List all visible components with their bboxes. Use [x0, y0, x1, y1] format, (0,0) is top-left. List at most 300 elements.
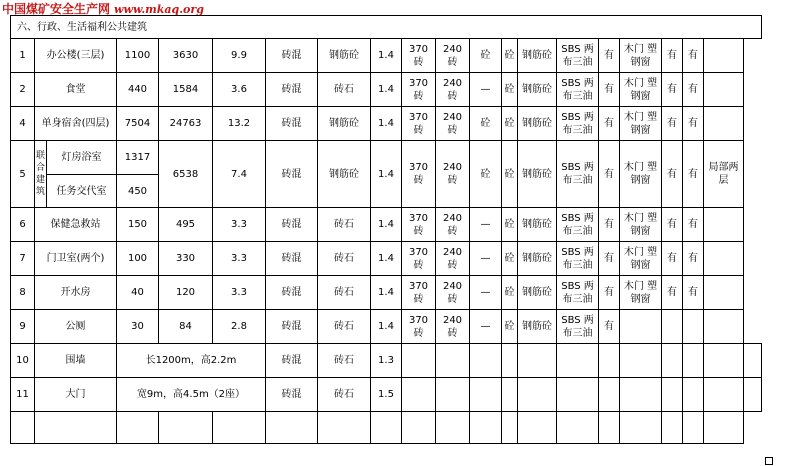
row-number-text: 6: [19, 219, 26, 230]
row-number-text: 9: [19, 321, 26, 332]
empty-cell: [683, 378, 704, 412]
empty-cell: [518, 344, 557, 378]
floor-1-text: —: [480, 84, 491, 95]
floor-1-text: —: [480, 253, 491, 264]
waterproof-text: SBS 两布三油: [561, 280, 594, 305]
row-number-text: 1: [19, 50, 26, 61]
height: [371, 107, 402, 141]
note: [704, 208, 744, 242]
watermark-url: www.mkaq.org: [114, 3, 204, 16]
area-b: [159, 39, 213, 73]
empty-cell: [11, 412, 35, 444]
structure-text: 钢筋砼: [522, 253, 552, 264]
empty-cell: [436, 412, 470, 444]
area-a-text: 150: [127, 219, 148, 230]
area-b: [159, 310, 213, 344]
inner-wall-text: 240 砖: [442, 43, 463, 68]
row-number-text: 10: [16, 355, 29, 366]
item-x-text: 有: [604, 219, 614, 230]
building-name-text: 食堂: [65, 84, 86, 95]
structure: [518, 310, 557, 344]
waterproof: [557, 242, 599, 276]
roof-type-text: 砖石: [334, 287, 354, 298]
value-c-text: 3.3: [231, 219, 247, 230]
empty-cell: [620, 412, 662, 444]
floor-1-text: —: [480, 321, 491, 332]
item-x-text: 有: [604, 287, 614, 298]
inner-wall-text: 240 砖: [442, 314, 463, 339]
inner-wall: [436, 310, 470, 344]
wall-type: [266, 39, 318, 73]
specification: [117, 378, 266, 412]
wall-type: [266, 73, 318, 107]
area-a: [117, 242, 159, 276]
combined-building-label: [35, 141, 47, 208]
empty-cell: [402, 378, 436, 412]
structure-text: 钢筋砼: [522, 84, 552, 95]
empty-cell: [599, 344, 620, 378]
outer-wall: [402, 276, 436, 310]
row-number: [11, 310, 35, 344]
floor-2-text: 砼: [504, 168, 515, 180]
watermark-site: 中国煤矿安全生产网: [2, 2, 111, 16]
area-a: [117, 107, 159, 141]
empty-cell: [402, 412, 436, 444]
table-row: [11, 73, 762, 107]
wall-type: [266, 310, 318, 344]
building-name: [35, 276, 117, 310]
table-row: [11, 310, 762, 344]
height: [371, 242, 402, 276]
outer-wall-text: 370 砖: [408, 43, 429, 68]
waterproof: [557, 107, 599, 141]
roof-type-text: 钢筋砼: [329, 168, 359, 180]
doors-windows: [620, 310, 662, 344]
floor-2: [502, 276, 518, 310]
row-number: [11, 39, 35, 73]
value-c: [213, 107, 266, 141]
empty-cell: [744, 344, 762, 378]
empty-cell: [620, 378, 662, 412]
area-a: [117, 73, 159, 107]
inner-wall-text: 240 砖: [442, 162, 463, 186]
building-name-text: 办公楼(三层): [46, 50, 105, 61]
item-x-text: 有: [604, 84, 614, 95]
sub-building-area-text: 1317: [124, 152, 151, 163]
value-c: [213, 73, 266, 107]
item-x: [599, 242, 620, 276]
area-b: [159, 242, 213, 276]
table-row: [11, 242, 762, 276]
specification: [117, 344, 266, 378]
roof-type: [318, 39, 371, 73]
wall-type-text: 砖混: [281, 287, 302, 298]
value-c-text: 3.3: [231, 253, 247, 264]
doors-windows-text: 木门 塑钢窗: [623, 246, 658, 271]
empty-cell: [620, 344, 662, 378]
doors-windows-text: 木门 塑钢窗: [623, 162, 658, 186]
area-b-text: 330: [175, 253, 196, 264]
waterproof: [557, 276, 599, 310]
empty-cell: [470, 412, 502, 444]
structure-text: 钢筋砼: [522, 118, 552, 129]
item-z: [683, 310, 704, 344]
empty-cell: [704, 344, 744, 378]
item-y: [662, 310, 683, 344]
doors-windows: [620, 242, 662, 276]
doors-windows: [620, 73, 662, 107]
floor-1: [470, 73, 502, 107]
table-resize-handle[interactable]: [765, 457, 773, 465]
item-y: [662, 141, 683, 208]
table-row: [11, 107, 762, 141]
value-c: [213, 310, 266, 344]
roof-type: [318, 378, 371, 412]
value-c: [213, 208, 266, 242]
area-a-text: 40: [131, 287, 144, 298]
empty-cell: [318, 412, 371, 444]
roof-type: [318, 242, 371, 276]
item-y-text: 有: [667, 253, 677, 264]
specification-text: 长1200m，高2.2m: [145, 355, 237, 366]
note: [704, 276, 744, 310]
height: [371, 73, 402, 107]
building-name-text: 保健急救站: [50, 219, 101, 230]
item-x-text: 有: [604, 168, 614, 180]
outer-wall-text: 370 砖: [408, 212, 429, 237]
empty-cell: [662, 412, 683, 444]
floor-2: [502, 39, 518, 73]
item-z: [683, 208, 704, 242]
height-text: 1.4: [378, 50, 394, 61]
outer-wall: [402, 242, 436, 276]
row-number: [11, 242, 35, 276]
roof-type: [318, 73, 371, 107]
roof-type-text: 砖石: [334, 355, 354, 366]
area-a: [117, 39, 159, 73]
empty-cell: [662, 344, 683, 378]
inner-wall-text: 240 砖: [442, 280, 463, 305]
sub-building-area: [117, 141, 159, 175]
row-number: [11, 276, 35, 310]
wall-type-text: 砖混: [281, 50, 302, 61]
value-c-text: 7.4: [231, 168, 247, 180]
table-row: [11, 276, 762, 310]
inner-wall: [436, 242, 470, 276]
empty-cell: [683, 344, 704, 378]
area-b: [159, 276, 213, 310]
item-x: [599, 310, 620, 344]
value-c-text: 2.8: [231, 321, 247, 332]
row-number-text: 7: [19, 253, 26, 264]
waterproof: [557, 39, 599, 73]
building-name: [35, 344, 117, 378]
structure: [518, 107, 557, 141]
buildings-table: [10, 15, 762, 444]
height: [371, 310, 402, 344]
sub-building-area: [117, 175, 159, 208]
empty-cell: [159, 412, 213, 444]
doors-windows: [620, 107, 662, 141]
doors-windows-text: 木门 塑钢窗: [623, 212, 658, 237]
empty-cell: [436, 344, 470, 378]
floor-2-text: 砼: [504, 253, 515, 264]
area-b-text: 84: [179, 321, 192, 332]
empty-cell: [683, 412, 704, 444]
height-text: 1.4: [378, 118, 394, 129]
empty-cell: [502, 344, 518, 378]
section-title-cell: [11, 16, 762, 39]
building-name: [35, 242, 117, 276]
sub-building-name-text: 灯房浴室: [61, 152, 102, 163]
item-z: [683, 242, 704, 276]
floor-2: [502, 107, 518, 141]
outer-wall-text: 370 砖: [408, 246, 429, 271]
height: [371, 141, 402, 208]
floor-1-text: 砼: [480, 50, 491, 61]
inner-wall: [436, 276, 470, 310]
outer-wall-text: 370 砖: [408, 111, 429, 136]
floor-1-text: —: [480, 287, 491, 298]
item-y: [662, 276, 683, 310]
item-z: [683, 141, 704, 208]
building-name: [35, 378, 117, 412]
value-c-text: 3.3: [231, 287, 247, 298]
empty-cell: [518, 378, 557, 412]
area-b: [159, 73, 213, 107]
structure-text: 钢筋砼: [522, 50, 552, 61]
inner-wall: [436, 208, 470, 242]
outer-wall: [402, 141, 436, 208]
floor-2-text: 砼: [504, 321, 515, 332]
outer-wall-text: 370 砖: [408, 77, 429, 102]
height-text: 1.4: [378, 168, 394, 180]
outer-wall: [402, 73, 436, 107]
inner-wall-text: 240 砖: [442, 77, 463, 102]
item-z-text: 有: [688, 168, 698, 180]
outer-wall: [402, 310, 436, 344]
area-b-text: 6538: [172, 168, 199, 180]
roof-type-text: 钢筋砼: [329, 118, 359, 129]
empty-cell: [599, 378, 620, 412]
doors-windows-text: 木门 塑钢窗: [623, 111, 658, 136]
wall-type-text: 砖混: [281, 219, 302, 230]
building-name: [35, 310, 117, 344]
floor-2-text: 砼: [504, 118, 515, 129]
roof-type-text: 砖石: [334, 253, 354, 264]
structure: [518, 276, 557, 310]
empty-cell: [599, 412, 620, 444]
roof-type-text: 砖石: [334, 84, 354, 95]
empty-cell: [518, 412, 557, 444]
floor-1: [470, 242, 502, 276]
note: [704, 310, 744, 344]
item-y-text: 有: [667, 219, 677, 230]
structure: [518, 73, 557, 107]
wall-type: [266, 141, 318, 208]
item-z-text: 有: [688, 219, 698, 230]
height-text: 1.4: [378, 219, 394, 230]
row-number-text: 2: [19, 84, 26, 95]
row-number: [11, 141, 35, 208]
structure-text: 钢筋砼: [522, 321, 552, 332]
roof-type: [318, 310, 371, 344]
value-c-text: 9.9: [231, 50, 247, 61]
item-y-text: 有: [667, 84, 677, 95]
height: [371, 344, 402, 378]
inner-wall: [436, 107, 470, 141]
structure: [518, 242, 557, 276]
empty-cell: [402, 344, 436, 378]
empty-cell: [704, 378, 744, 412]
area-b-text: 24763: [169, 118, 202, 129]
empty-cell: [557, 378, 599, 412]
item-y: [662, 208, 683, 242]
roof-type-text: 砖石: [334, 219, 354, 230]
item-z: [683, 276, 704, 310]
waterproof-text: SBS 两布三油: [561, 43, 594, 68]
empty-cell: [35, 412, 117, 444]
row-number: [11, 73, 35, 107]
item-x: [599, 208, 620, 242]
item-y: [662, 73, 683, 107]
floor-1: [470, 276, 502, 310]
doors-windows: [620, 276, 662, 310]
floor-2: [502, 73, 518, 107]
item-y-text: 有: [667, 50, 677, 61]
area-a: [117, 310, 159, 344]
row-number-text: 8: [19, 287, 26, 298]
wall-type: [266, 344, 318, 378]
empty-cell: [502, 378, 518, 412]
floor-2-text: 砼: [504, 50, 515, 61]
inner-wall-text: 240 砖: [442, 212, 463, 237]
item-x-text: 有: [604, 321, 614, 332]
sub-building-name: [47, 141, 117, 175]
height-text: 1.5: [378, 389, 394, 400]
building-name-text: 围墙: [65, 355, 86, 366]
value-c: [213, 39, 266, 73]
floor-1-text: —: [480, 219, 491, 230]
waterproof: [557, 73, 599, 107]
floor-2: [502, 141, 518, 208]
sub-building-name-text: 任务交代室: [56, 185, 107, 197]
table-row: [11, 378, 762, 412]
item-z-text: 有: [688, 253, 698, 264]
height: [371, 276, 402, 310]
item-x: [599, 39, 620, 73]
empty-cell: [470, 344, 502, 378]
item-x: [599, 73, 620, 107]
item-z: [683, 107, 704, 141]
table-row: [11, 208, 762, 242]
structure-text: 钢筋砼: [522, 219, 552, 230]
floor-2-text: 砼: [504, 84, 515, 95]
roof-type-text: 砖石: [334, 321, 354, 332]
structure: [518, 141, 557, 208]
note: [704, 107, 744, 141]
waterproof-text: SBS 两布三油: [561, 111, 594, 136]
item-y-text: 有: [667, 287, 677, 298]
height-text: 1.4: [378, 287, 394, 298]
empty-cell: [213, 412, 266, 444]
floor-2: [502, 310, 518, 344]
sub-building-name: [47, 175, 117, 208]
structure-text: 钢筋砼: [522, 168, 552, 180]
waterproof-text: SBS 两布三油: [561, 77, 594, 102]
area-a-text: 100: [127, 253, 148, 264]
structure: [518, 39, 557, 73]
wall-type-text: 砖混: [281, 389, 302, 400]
wall-type-text: 砖混: [281, 118, 302, 129]
area-b: [159, 208, 213, 242]
floor-2-text: 砼: [504, 287, 515, 298]
row-number: [11, 344, 35, 378]
item-x-text: 有: [604, 253, 614, 264]
note-text: 局部两层: [708, 162, 739, 186]
height-text: 1.4: [378, 253, 394, 264]
empty-cell: [436, 378, 470, 412]
item-y: [662, 107, 683, 141]
building-name-text: 单身宿舍(四层): [41, 118, 110, 129]
doors-windows: [620, 141, 662, 208]
roof-type: [318, 107, 371, 141]
empty-cell: [117, 412, 159, 444]
value-c: [213, 242, 266, 276]
empty-cell: [557, 344, 599, 378]
wall-type: [266, 107, 318, 141]
floor-2: [502, 208, 518, 242]
item-z: [683, 39, 704, 73]
building-name-text: 大门: [65, 389, 86, 400]
area-a-text: 440: [127, 84, 148, 95]
note: [704, 73, 744, 107]
wall-type-text: 砖混: [281, 253, 302, 264]
roof-type: [318, 344, 371, 378]
inner-wall: [436, 39, 470, 73]
area-b: [159, 141, 213, 208]
empty-cell: [744, 378, 762, 412]
outer-wall: [402, 107, 436, 141]
waterproof-text: SBS 两布三油: [561, 246, 594, 271]
waterproof-text: SBS 两布三油: [561, 162, 594, 186]
item-x-text: 有: [604, 50, 614, 61]
roof-type-text: 钢筋砼: [329, 50, 359, 61]
wall-type-text: 砖混: [281, 168, 302, 180]
row-number: [11, 107, 35, 141]
item-z-text: 有: [688, 287, 698, 298]
value-c: [213, 276, 266, 310]
wall-type: [266, 276, 318, 310]
item-y: [662, 242, 683, 276]
value-c-text: 13.2: [227, 118, 251, 129]
combined-building-label-text: 联合建筑: [36, 151, 46, 197]
value-c-text: 3.6: [231, 84, 247, 95]
building-name-text: 开水房: [60, 287, 91, 298]
floor-1: [470, 208, 502, 242]
item-z-text: 有: [688, 84, 698, 95]
roof-type: [318, 141, 371, 208]
empty-cell: [662, 378, 683, 412]
building-name: [35, 107, 117, 141]
wall-type-text: 砖混: [281, 355, 302, 366]
item-y-text: 有: [667, 168, 677, 180]
area-b-text: 1584: [172, 84, 199, 95]
item-y: [662, 39, 683, 73]
area-a-text: 7504: [124, 118, 151, 129]
area-a: [117, 276, 159, 310]
note: [704, 39, 744, 73]
